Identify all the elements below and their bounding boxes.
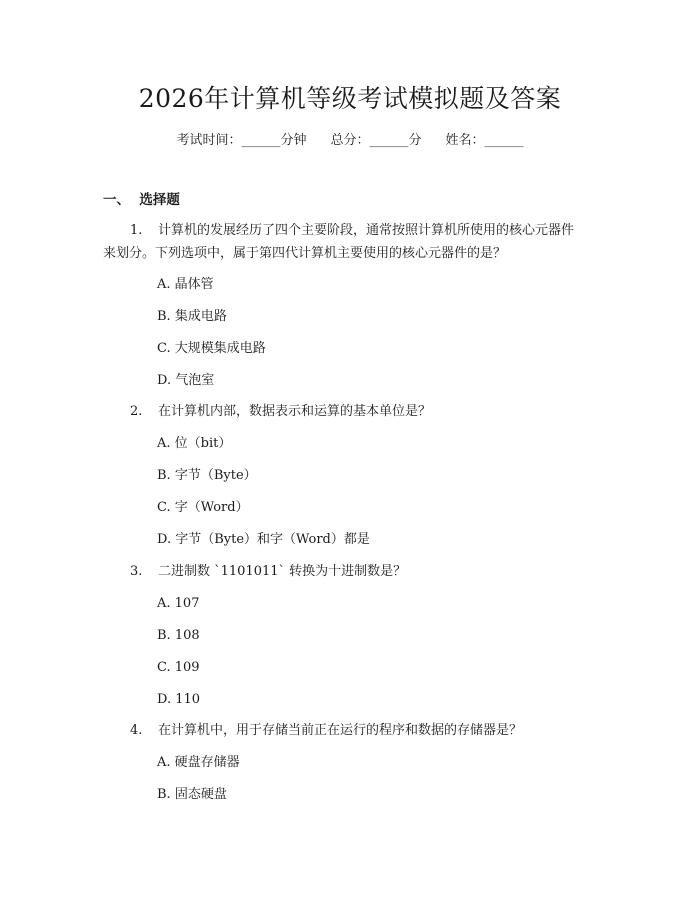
option-a: A. 硬盘存储器 (157, 755, 240, 770)
section-heading-choice: 一、 选择题 (103, 192, 180, 208)
question-4 (130, 722, 522, 740)
exam-meta (0, 132, 700, 150)
question-number: 2. (130, 404, 143, 419)
option-a: A. 晶体管 (157, 277, 214, 292)
question-text: 在计算机内部，数据表示和运算的基本单位是？ (158, 404, 432, 419)
option-a: A. 107 (157, 596, 200, 611)
question-text: 计算机的发展经历了四个主要阶段，通常按照计算机所使用的核心元器件 (158, 223, 575, 238)
option-c: C. 大规模集成电路 (157, 341, 266, 356)
option-c: C. 字（Word） (157, 500, 249, 515)
option-b: B. 集成电路 (157, 309, 227, 324)
exam-time-field: 考试时间：______分钟 (176, 133, 307, 148)
question-2 (130, 403, 431, 421)
question-number: 1. (130, 223, 143, 238)
question-number: 3. (130, 564, 143, 579)
option-d: D. 字节（Byte）和字（Word）都是 (157, 532, 370, 547)
option-b: B. 固态硬盘 (157, 787, 227, 802)
name-field: 姓名：______ (445, 133, 524, 148)
question-1-continuation: 来划分。下列选项中，属于第四代计算机主要使用的核心元器件的是？ (103, 246, 507, 261)
option-b: B. 108 (157, 628, 200, 643)
question-3 (130, 563, 406, 581)
option-d: D. 气泡室 (157, 373, 215, 388)
option-a: A. 位（bit） (157, 436, 232, 451)
question-number: 4. (130, 723, 143, 738)
question-text: 在计算机中，用于存储当前正在运行的程序和数据的存储器是？ (158, 723, 523, 738)
option-b: B. 字节（Byte） (157, 468, 257, 483)
option-d: D. 110 (157, 692, 201, 707)
question-1 (130, 222, 574, 240)
total-score-field: 总分：______分 (330, 133, 422, 148)
question-text: 二进制数 `1101011` 转换为十进制数是？ (158, 564, 407, 579)
document-title: 2026年计算机等级考试模拟题及答案 (138, 84, 562, 113)
option-c: C. 109 (157, 660, 200, 675)
